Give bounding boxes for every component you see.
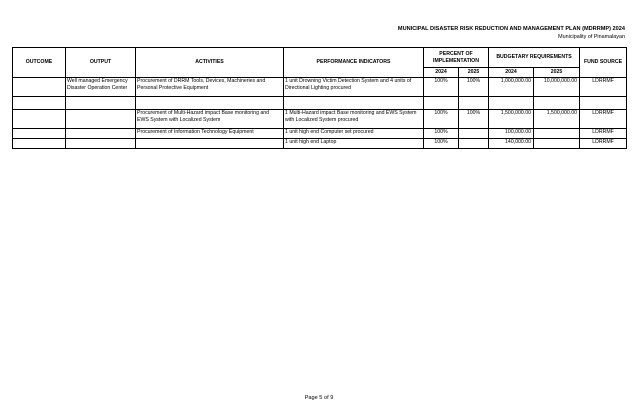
pct-2025-cell: 100% bbox=[459, 78, 489, 97]
col-header-budget: BUDGETARY REQUIREMENTS bbox=[489, 48, 580, 68]
pct-2025-cell: 100% bbox=[459, 110, 489, 129]
indicator-cell: 1 unit Drowning Victim Detection System and 4 units of Directional Lighting procured bbox=[284, 78, 424, 97]
year-header: 2024 bbox=[489, 68, 534, 78]
budget-2024-cell: 100,000.00 bbox=[489, 129, 534, 139]
document-title: MUNICIPAL DISASTER RISK REDUCTION AND MANAGEMENT PLAN (MDRRMP) 2024 bbox=[397, 26, 625, 32]
municipality-name: Municipality of Pinamalayan bbox=[558, 34, 625, 40]
budget-2024-cell bbox=[489, 97, 534, 110]
fund-cell: LDRRMF bbox=[580, 139, 627, 149]
outcome-cell bbox=[13, 97, 66, 110]
budget-2024-cell: 1,000,000.00 bbox=[489, 78, 534, 97]
output-cell bbox=[66, 97, 136, 110]
year-header: 2025 bbox=[534, 68, 580, 78]
fund-cell: LDRRMF bbox=[580, 129, 627, 139]
budget-2024-cell: 140,000.00 bbox=[489, 139, 534, 149]
col-header-activities: ACTIVITIES bbox=[136, 48, 284, 78]
col-header-percent: PERCENT OF IMPLEMENTATION bbox=[424, 48, 489, 68]
table-row bbox=[13, 78, 627, 97]
activity-cell bbox=[136, 139, 284, 149]
plan-table bbox=[12, 47, 627, 149]
activity-cell: Procurement of DRRM Tools, Devices, Machineries and Personal Protective Equipment bbox=[136, 78, 284, 97]
budget-2024-cell: 1,500,000.00 bbox=[489, 110, 534, 129]
budget-2025-cell: 10,000,000.00 bbox=[534, 78, 580, 97]
outcome-cell bbox=[13, 129, 66, 139]
indicator-cell bbox=[284, 97, 424, 110]
pct-2024-cell: 100% bbox=[424, 129, 459, 139]
fund-cell: LDRRMF bbox=[580, 78, 627, 97]
indicator-cell: 1 unit high end Laptop bbox=[284, 139, 424, 149]
output-cell bbox=[66, 139, 136, 149]
outcome-cell bbox=[13, 110, 66, 129]
pct-2025-cell bbox=[459, 139, 489, 149]
table-row bbox=[13, 139, 627, 149]
pct-2024-cell: 100% bbox=[424, 139, 459, 149]
budget-2025-cell bbox=[534, 97, 580, 110]
table-row bbox=[13, 129, 627, 139]
document-header bbox=[398, 26, 625, 41]
page-number: Page 5 of 9 bbox=[304, 395, 334, 401]
budget-2025-cell bbox=[534, 129, 580, 139]
year-header: 2024 bbox=[424, 68, 459, 78]
output-cell bbox=[66, 110, 136, 129]
year-header: 2025 bbox=[459, 68, 489, 78]
spacer-row bbox=[13, 97, 627, 110]
pct-2024-cell bbox=[424, 97, 459, 110]
pct-2024-cell: 100% bbox=[424, 110, 459, 129]
activity-cell: Procurement of Multi-Hazard impact Base monitoring and EWS System with Localized System bbox=[136, 110, 284, 129]
table-row bbox=[13, 110, 627, 129]
fund-cell bbox=[580, 97, 627, 110]
budget-2025-cell bbox=[534, 139, 580, 149]
indicator-cell: 1 Multi-Hazard impact Base monitoring and EWS System with Localized System procured bbox=[284, 110, 424, 129]
pct-2025-cell bbox=[459, 129, 489, 139]
outcome-cell bbox=[13, 78, 66, 97]
outcome-cell bbox=[13, 139, 66, 149]
pct-2024-cell: 100% bbox=[424, 78, 459, 97]
col-header-indicators: PERFORMANCE INDICATORS bbox=[284, 48, 424, 78]
col-header-outcome: OUTCOME bbox=[13, 48, 66, 78]
col-header-output: OUTPUT bbox=[66, 48, 136, 78]
indicator-cell: 1 unit high end Computer set procured bbox=[284, 129, 424, 139]
budget-2025-cell: 1,500,000.00 bbox=[534, 110, 580, 129]
output-cell: Well managed Emergency Disaster Operation Center bbox=[66, 78, 136, 97]
output-cell bbox=[66, 129, 136, 139]
col-header-fund: FUND SOURCE bbox=[580, 48, 627, 78]
activity-cell bbox=[136, 97, 284, 110]
fund-cell: LDRRMF bbox=[580, 110, 627, 129]
activity-cell: Procurement of Information Technology Equipment bbox=[136, 129, 284, 139]
pct-2025-cell bbox=[459, 97, 489, 110]
